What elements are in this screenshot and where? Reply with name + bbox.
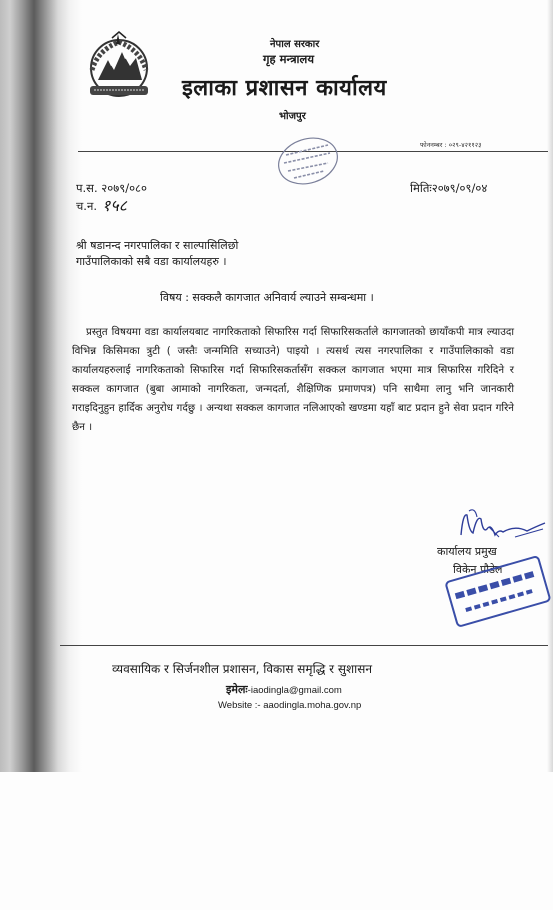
- footer-email-row: [226, 682, 342, 697]
- office-title: इलाका प्रशासन कार्यालय: [182, 76, 387, 101]
- district-name: भोजपुर: [279, 111, 306, 122]
- name-stamp: [440, 555, 552, 629]
- email-address[interactable]: -iaodingla@gmail.com: [247, 685, 342, 696]
- letter-body: प्रस्तुत विषयमा वडा कार्यालयबाट नागरिकताको सिफारिस गर्दा सिफारिसकर्ताले कागजातको छायाँकपी मात्र ल्याउदा विभिन्न किसिमका त्रुटी ( जस्तैः जन्ममिति सच्याउने) पाइयो । त्यसर्थ त्यस नगरपालिका र गाउँपालिकाको वडा कार्यालयहरुलाई नागरिकताको सिफारिस गर्दा सिफारिसकर्तासँग सक्कल कागजात भएमा मात्र सिफारिस गरिदिने र सक्कल कागजात (बुबा आमाको नागरिकता, जन्मदर्ता, शैक्षिणिक प्रमाणपत्र) पनि साथैमा लानु भनि जानकारी गराइदिनुहुन हार्दिक अनुरोध गर्दछु । अन्यथा सक्कल कागजात नलिआएको खण्डमा यहाँ बाट प्रदान हुने सेवा प्रदान गरिने छैन ।: [72, 326, 514, 433]
- scan-shadow-right: [547, 0, 553, 772]
- footer-website[interactable]: Website :- aaodingla.moha.gov.np: [218, 700, 362, 711]
- footer-divider: [60, 645, 548, 646]
- footer-motto: व्यवसायिक र सिर्जनशील प्रशासन, विकास समृद्धि र सुशासन: [112, 662, 372, 676]
- reference-cn-number: १५८: [102, 196, 127, 215]
- signoff-title: कार्यालय प्रमुख: [437, 545, 497, 558]
- ministry-name: गृह मन्त्रालय: [263, 52, 314, 66]
- letter-date: मितिः२०७९/०९/०४: [410, 181, 488, 195]
- email-label: इमेलः: [226, 683, 248, 696]
- signoff-name: विकेन पौडेल: [453, 563, 503, 576]
- reference-cn-label: च.न.: [76, 199, 97, 213]
- government-name: नेपाल सरकार: [270, 39, 320, 50]
- nepal-emblem-logo: [78, 30, 160, 102]
- addressee-line-1: श्री षडानन्द नगरपालिका र साल्पासिलिछो: [76, 239, 239, 252]
- office-stamp-small: [268, 135, 348, 187]
- phone-number: फोननम्बर : ०२९-४२११२३: [420, 141, 482, 149]
- scan-shadow-left: [0, 0, 82, 772]
- letter-subject: विषय : सक्कलै कागजात अनिवार्य ल्याउने सम्बन्धमा ।: [160, 291, 374, 304]
- addressee-line-2: गाउँपालिकाको सबै वडा कार्यालयहरु ।: [76, 255, 227, 268]
- reference-ps: प.स. २०७९/०८०: [76, 181, 148, 195]
